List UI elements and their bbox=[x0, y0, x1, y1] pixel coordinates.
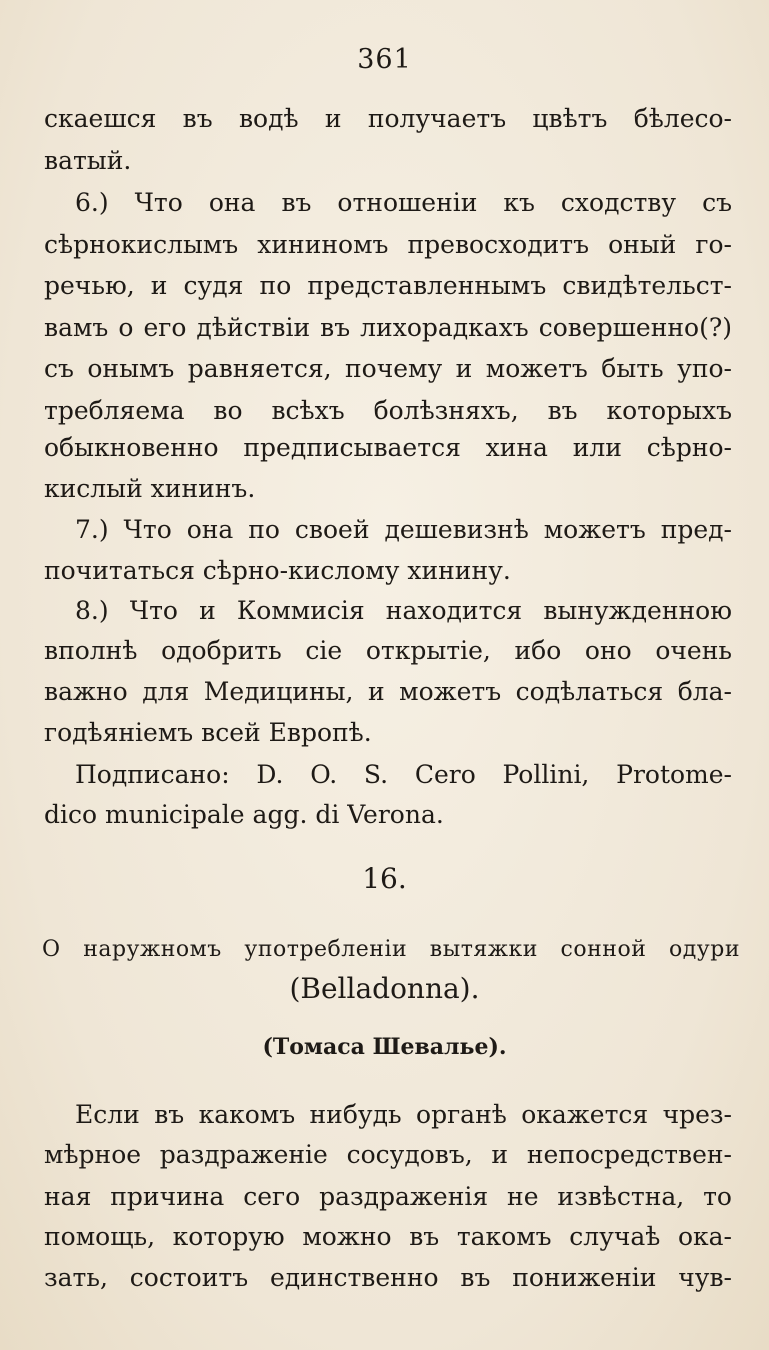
text-line: речью, и судя по представленнымъ свидѣтельст- bbox=[44, 271, 732, 300]
article-heading: О наружномъ употребленіи вытяжки сонной одури bbox=[42, 937, 740, 962]
text-line: 8.) Что и Коммисія находится вынужденною bbox=[75, 596, 732, 625]
text-line: требляема во всѣхъ болѣзняхъ, въ которыхъ bbox=[44, 396, 732, 425]
text-line: 6.) Что она въ отношеніи къ сходству съ bbox=[75, 188, 732, 217]
section-number: 16. bbox=[362, 862, 407, 895]
text-line: вполнѣ одобрить сіе открытіе, ибо оно очень bbox=[44, 636, 732, 665]
text-line: 7.) Что она по своей дешевизнѣ можетъ пред- bbox=[75, 515, 732, 544]
article-heading-latin: (Belladonna). bbox=[289, 972, 480, 1005]
text-line: ватый. bbox=[44, 146, 132, 175]
text-line: съ онымъ равняется, почему и можетъ быть упо- bbox=[44, 354, 732, 383]
article-author: (Томаса Шевалье). bbox=[262, 1034, 507, 1060]
text-line: мѣрное раздраженіе сосудовъ, и непосредствен- bbox=[44, 1140, 732, 1169]
text-line: важно для Медицины, и можетъ содѣлаться бла- bbox=[44, 677, 732, 706]
text-line: ная причина сего раздраженія не извѣстна, то bbox=[44, 1182, 732, 1211]
page-number: 361 bbox=[357, 44, 412, 75]
text-line: вамъ о его дѣйствіи въ лихорадкахъ совершенно(?) bbox=[44, 313, 732, 342]
text-line: почитаться сѣрно-кислому хинину. bbox=[44, 556, 511, 585]
text-line: кислый хининъ. bbox=[44, 474, 256, 503]
text-line: обыкновенно предписывается хина или сѣрно- bbox=[44, 433, 732, 462]
text-line: зать, состоитъ единственно въ пониженіи чув- bbox=[44, 1263, 732, 1292]
signature-line: dico municipale agg. di Verona. bbox=[44, 800, 444, 829]
signature-line: Подписано: D. O. S. Cero Pollini, Protome- bbox=[75, 760, 732, 789]
text-line: Если въ какомъ нибудь органѣ окажется чрез- bbox=[75, 1100, 732, 1129]
text-line: сѣрнокислымъ хининомъ превосходитъ оный го- bbox=[44, 230, 732, 259]
text-line: помощь, которую можно въ такомъ случаѣ ока- bbox=[44, 1222, 732, 1251]
text-line: годѣяніемъ всей Европѣ. bbox=[44, 718, 372, 747]
text-line: скаешся въ водѣ и получаетъ цвѣтъ бѣлесо- bbox=[44, 104, 732, 133]
